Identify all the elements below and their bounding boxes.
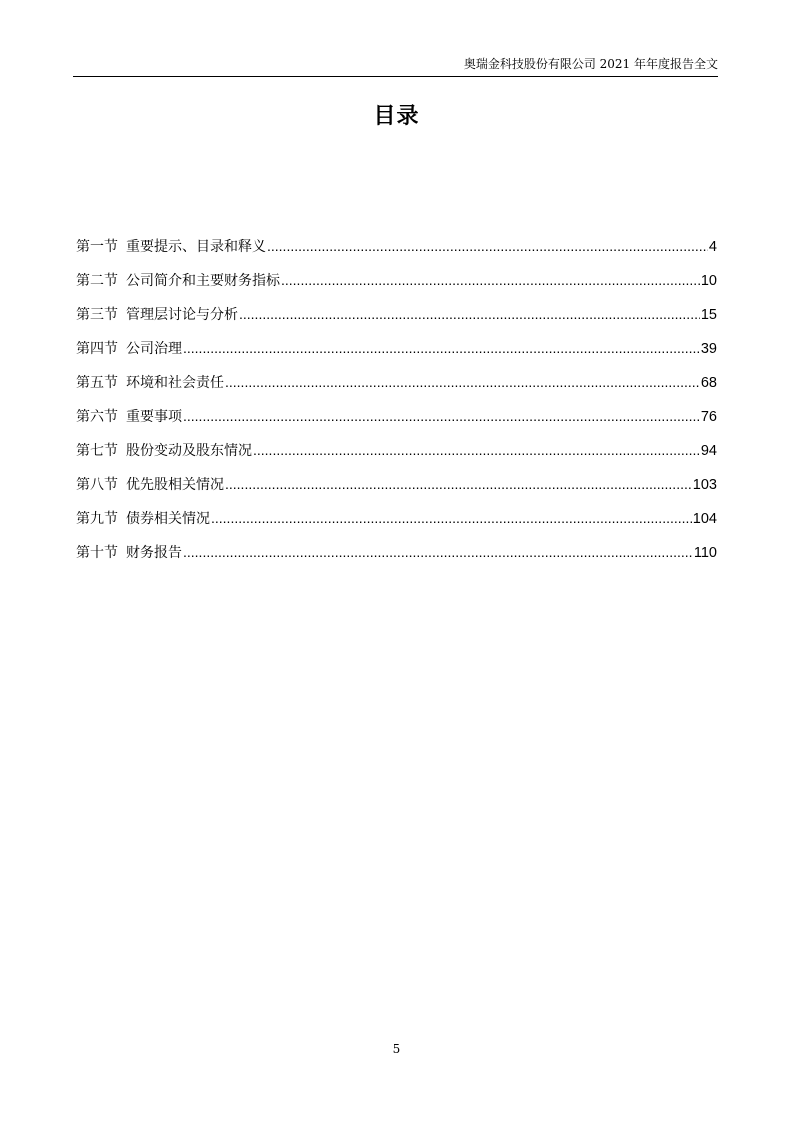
header-title: 奥瑞金科技股份有限公司 2021 年年度报告全文 (463, 57, 718, 71)
toc-section-number: 第五节 (76, 375, 118, 391)
toc-dot-leader (267, 236, 708, 257)
toc-section-number: 第七节 (76, 443, 118, 459)
toc-entry[interactable] (76, 542, 717, 576)
toc-section-title: 财务报告 (126, 545, 182, 561)
toc-entry[interactable] (76, 236, 717, 270)
toc-section-title: 公司治理 (126, 341, 182, 357)
toc-page-number: 39 (700, 341, 717, 357)
toc-dot-leader (281, 270, 700, 291)
toc-section-number: 第四节 (76, 341, 118, 357)
table-of-contents (76, 236, 717, 576)
toc-entry[interactable] (76, 270, 717, 304)
toc-dot-leader (183, 406, 700, 427)
toc-page-number: 94 (700, 443, 717, 459)
toc-page-number: 68 (700, 375, 717, 391)
toc-dot-leader (253, 440, 700, 461)
toc-entry[interactable] (76, 440, 717, 474)
toc-section-title: 重要提示、目录和释义 (126, 239, 266, 255)
toc-entry[interactable] (76, 508, 717, 542)
toc-entry[interactable] (76, 372, 717, 406)
toc-dot-leader (211, 508, 692, 529)
toc-page-number: 104 (692, 511, 717, 527)
toc-dot-leader (225, 372, 700, 393)
toc-entry[interactable] (76, 338, 717, 372)
toc-dot-leader (225, 474, 692, 495)
toc-section-number: 第二节 (76, 273, 118, 289)
toc-section-title: 债券相关情况 (126, 511, 210, 527)
page-header (73, 56, 718, 77)
toc-section-number: 第一节 (76, 239, 118, 255)
toc-page-number: 10 (700, 273, 717, 289)
toc-section-number: 第十节 (76, 545, 118, 561)
toc-section-number: 第三节 (76, 307, 118, 323)
page-number: 5 (392, 1042, 401, 1056)
toc-section-title: 公司简介和主要财务指标 (126, 273, 280, 289)
toc-page-number: 103 (692, 477, 717, 493)
toc-section-title: 优先股相关情况 (126, 477, 224, 493)
toc-section-title: 管理层讨论与分析 (126, 307, 238, 323)
toc-entry[interactable] (76, 406, 717, 440)
toc-dot-leader (239, 304, 700, 325)
toc-dot-leader (183, 542, 693, 563)
toc-page-number: 76 (700, 409, 717, 425)
toc-title: 目录 (373, 104, 420, 129)
toc-dot-leader (183, 338, 700, 359)
toc-section-number: 第八节 (76, 477, 118, 493)
toc-section-number: 第六节 (76, 409, 118, 425)
toc-entry[interactable] (76, 474, 717, 508)
toc-page-number: 110 (693, 545, 717, 561)
toc-section-title: 环境和社会责任 (126, 375, 224, 391)
toc-section-title: 重要事项 (126, 409, 182, 425)
toc-entry[interactable] (76, 304, 717, 338)
toc-page-number: 15 (700, 307, 717, 323)
toc-page-number: 4 (708, 239, 717, 255)
toc-section-title: 股份变动及股东情况 (126, 443, 252, 459)
toc-section-number: 第九节 (76, 511, 118, 527)
